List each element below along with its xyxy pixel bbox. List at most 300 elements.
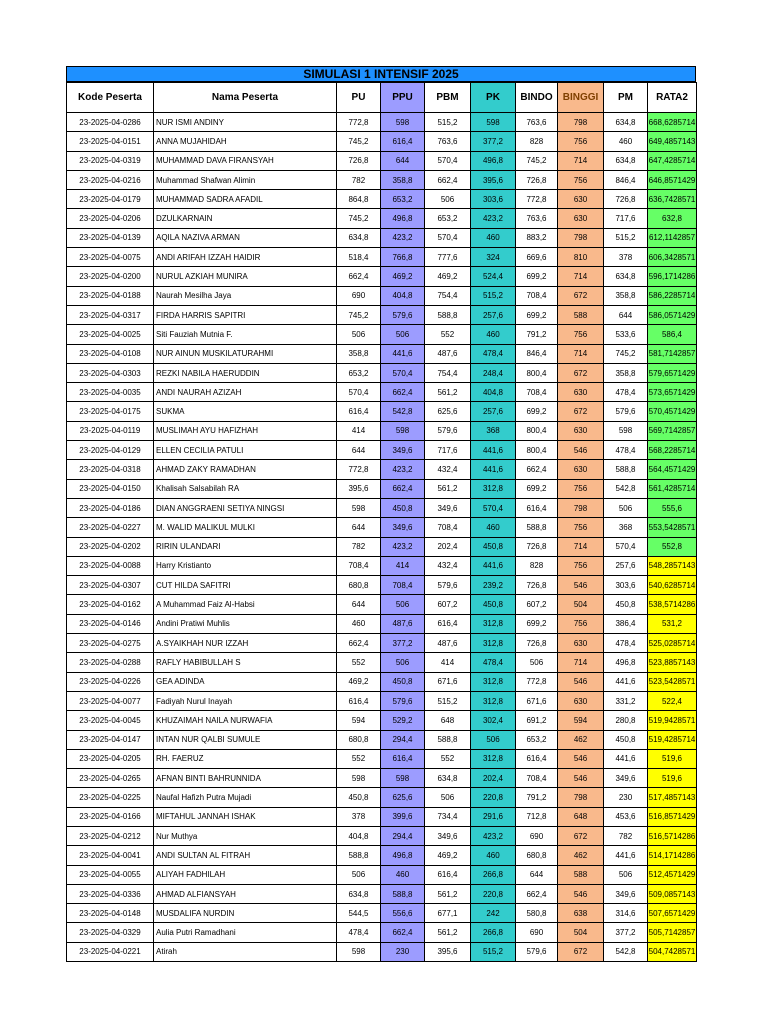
cell-rata2: 570,4571429: [648, 402, 697, 421]
cell-pbm: 570,4: [425, 228, 471, 247]
table-row: [67, 209, 697, 228]
cell-bindo: 791,2: [516, 788, 558, 807]
cell-ppu: 529,2: [381, 711, 425, 730]
cell-binggi: 630: [558, 634, 604, 653]
cell-nama-peserta: ANNA MUJAHIDAH: [154, 132, 337, 151]
cell-pu: 544,5: [337, 904, 381, 923]
cell-pu: 726,8: [337, 151, 381, 170]
cell-pk: 291,6: [471, 807, 516, 826]
cell-nama-peserta: M. WALID MALIKUL MULKI: [154, 518, 337, 537]
cell-pm: 478,4: [604, 383, 648, 402]
table-row: [67, 151, 697, 170]
cell-binggi: 672: [558, 402, 604, 421]
table-row: [67, 344, 697, 363]
cell-pk: 496,8: [471, 151, 516, 170]
header-kode-peserta: Kode Peserta: [67, 83, 154, 113]
cell-pu: 395,6: [337, 479, 381, 498]
cell-kode-peserta: 23-2025-04-0162: [67, 595, 154, 614]
cell-rata2: 553,5428571: [648, 518, 697, 537]
cell-kode-peserta: 23-2025-04-0319: [67, 151, 154, 170]
cell-pk: 312,8: [471, 749, 516, 768]
cell-pbm: 349,6: [425, 498, 471, 517]
cell-nama-peserta: Andini Pratiwi Muhlis: [154, 614, 337, 633]
cell-bindo: 763,6: [516, 209, 558, 228]
cell-rata2: 552,8: [648, 537, 697, 556]
cell-rata2: 516,8571429: [648, 807, 697, 826]
cell-bindo: 828: [516, 556, 558, 575]
cell-pbm: 662,4: [425, 170, 471, 189]
cell-pu: 745,2: [337, 132, 381, 151]
cell-binggi: 630: [558, 190, 604, 209]
cell-binggi: 798: [558, 788, 604, 807]
header-rata2: RATA2: [648, 83, 697, 113]
cell-pu: 616,4: [337, 402, 381, 421]
cell-ppu: 423,2: [381, 537, 425, 556]
cell-pk: 239,2: [471, 576, 516, 595]
cell-pm: 349,6: [604, 769, 648, 788]
cell-ppu: 588,8: [381, 884, 425, 903]
cell-bindo: 708,4: [516, 383, 558, 402]
cell-pm: 570,4: [604, 537, 648, 556]
table-row: [67, 634, 697, 653]
cell-kode-peserta: 23-2025-04-0227: [67, 518, 154, 537]
cell-pbm: 469,2: [425, 267, 471, 286]
cell-kode-peserta: 23-2025-04-0200: [67, 267, 154, 286]
cell-pk: 395,6: [471, 170, 516, 189]
cell-pk: 450,8: [471, 537, 516, 556]
cell-bindo: 506: [516, 653, 558, 672]
cell-pu: 662,4: [337, 267, 381, 286]
cell-ppu: 404,8: [381, 286, 425, 305]
cell-pu: 450,8: [337, 788, 381, 807]
cell-pk: 202,4: [471, 769, 516, 788]
cell-pm: 846,4: [604, 170, 648, 189]
cell-ppu: 616,4: [381, 132, 425, 151]
cell-binggi: 714: [558, 267, 604, 286]
cell-rata2: 516,5714286: [648, 826, 697, 845]
cell-rata2: 555,6: [648, 498, 697, 517]
cell-bindo: 699,2: [516, 267, 558, 286]
cell-pbm: 708,4: [425, 518, 471, 537]
cell-pk: 257,6: [471, 305, 516, 324]
cell-bindo: 772,8: [516, 190, 558, 209]
cell-pm: 450,8: [604, 730, 648, 749]
cell-pu: 552: [337, 653, 381, 672]
cell-ppu: 598: [381, 421, 425, 440]
cell-pu: 506: [337, 325, 381, 344]
cell-nama-peserta: RIRIN ULANDARI: [154, 537, 337, 556]
cell-nama-peserta: ANDI ARIFAH IZZAH HAIDIR: [154, 248, 337, 267]
cell-ppu: 469,2: [381, 267, 425, 286]
cell-pk: 450,8: [471, 595, 516, 614]
cell-pbm: 561,2: [425, 383, 471, 402]
cell-rata2: 519,9428571: [648, 711, 697, 730]
cell-kode-peserta: 23-2025-04-0286: [67, 113, 154, 132]
cell-pm: 349,6: [604, 884, 648, 903]
cell-pm: 782: [604, 826, 648, 845]
cell-pm: 450,8: [604, 595, 648, 614]
table-row: [67, 884, 697, 903]
cell-binggi: 630: [558, 460, 604, 479]
cell-kode-peserta: 23-2025-04-0035: [67, 383, 154, 402]
cell-pk: 303,6: [471, 190, 516, 209]
cell-pbm: 561,2: [425, 479, 471, 498]
cell-rata2: 519,4285714: [648, 730, 697, 749]
cell-pm: 358,8: [604, 363, 648, 382]
cell-pu: 864,8: [337, 190, 381, 209]
cell-pk: 266,8: [471, 923, 516, 942]
cell-binggi: 504: [558, 923, 604, 942]
cell-pk: 570,4: [471, 498, 516, 517]
cell-pk: 248,4: [471, 363, 516, 382]
cell-pk: 423,2: [471, 826, 516, 845]
table-row: [67, 170, 697, 189]
cell-pm: 257,6: [604, 556, 648, 575]
cell-pu: 680,8: [337, 576, 381, 595]
cell-pm: 634,8: [604, 267, 648, 286]
cell-rata2: 504,7428571: [648, 942, 697, 961]
cell-kode-peserta: 23-2025-04-0318: [67, 460, 154, 479]
cell-pu: 644: [337, 595, 381, 614]
cell-ppu: 662,4: [381, 923, 425, 942]
cell-pm: 358,8: [604, 286, 648, 305]
cell-binggi: 672: [558, 942, 604, 961]
cell-ppu: 230: [381, 942, 425, 961]
cell-bindo: 699,2: [516, 305, 558, 324]
cell-bindo: 607,2: [516, 595, 558, 614]
cell-pk: 460: [471, 518, 516, 537]
cell-ppu: 377,2: [381, 634, 425, 653]
header-pm: PM: [604, 83, 648, 113]
cell-bindo: 580,8: [516, 904, 558, 923]
cell-pbm: 202,4: [425, 537, 471, 556]
cell-nama-peserta: KHUZAIMAH NAILA NURWAFIA: [154, 711, 337, 730]
header-pu: PU: [337, 83, 381, 113]
table-row: [67, 421, 697, 440]
cell-binggi: 546: [558, 576, 604, 595]
cell-bindo: 745,2: [516, 151, 558, 170]
table-row: [67, 942, 697, 961]
cell-pbm: 515,2: [425, 691, 471, 710]
table-row: [67, 691, 697, 710]
cell-binggi: 798: [558, 113, 604, 132]
cell-pk: 524,4: [471, 267, 516, 286]
cell-pu: 478,4: [337, 923, 381, 942]
cell-pk: 404,8: [471, 383, 516, 402]
table-row: [67, 788, 697, 807]
header-row: [67, 83, 697, 113]
cell-pu: 662,4: [337, 634, 381, 653]
cell-kode-peserta: 23-2025-04-0205: [67, 749, 154, 768]
cell-ppu: 625,6: [381, 788, 425, 807]
cell-pbm: 677,1: [425, 904, 471, 923]
cell-kode-peserta: 23-2025-04-0317: [67, 305, 154, 324]
cell-pk: 220,8: [471, 884, 516, 903]
table-row: [67, 730, 697, 749]
cell-bindo: 772,8: [516, 672, 558, 691]
cell-ppu: 423,2: [381, 460, 425, 479]
cell-bindo: 616,4: [516, 498, 558, 517]
cell-kode-peserta: 23-2025-04-0166: [67, 807, 154, 826]
table-row: [67, 537, 697, 556]
cell-pk: 377,2: [471, 132, 516, 151]
header-pk: PK: [471, 83, 516, 113]
cell-pbm: 349,6: [425, 826, 471, 845]
cell-pbm: 579,6: [425, 576, 471, 595]
cell-ppu: 662,4: [381, 383, 425, 402]
table-row: [67, 923, 697, 942]
cell-pu: 708,4: [337, 556, 381, 575]
cell-pbm: 432,4: [425, 460, 471, 479]
cell-kode-peserta: 23-2025-04-0329: [67, 923, 154, 942]
cell-ppu: 616,4: [381, 749, 425, 768]
cell-ppu: 496,8: [381, 209, 425, 228]
cell-pu: 598: [337, 769, 381, 788]
cell-kode-peserta: 23-2025-04-0225: [67, 788, 154, 807]
cell-pu: 772,8: [337, 460, 381, 479]
cell-pbm: 588,8: [425, 730, 471, 749]
cell-bindo: 644: [516, 865, 558, 884]
cell-kode-peserta: 23-2025-04-0179: [67, 190, 154, 209]
cell-nama-peserta: Atirah: [154, 942, 337, 961]
cell-nama-peserta: ANDI SULTAN AL FITRAH: [154, 846, 337, 865]
header-pbm: PBM: [425, 83, 471, 113]
cell-binggi: 798: [558, 228, 604, 247]
cell-pbm: 552: [425, 749, 471, 768]
cell-nama-peserta: AHMAD ZAKY RAMADHAN: [154, 460, 337, 479]
cell-pu: 782: [337, 170, 381, 189]
cell-ppu: 506: [381, 325, 425, 344]
cell-kode-peserta: 23-2025-04-0045: [67, 711, 154, 730]
cell-binggi: 630: [558, 209, 604, 228]
cell-binggi: 630: [558, 383, 604, 402]
cell-bindo: 828: [516, 132, 558, 151]
cell-bindo: 726,8: [516, 537, 558, 556]
cell-binggi: 504: [558, 595, 604, 614]
table-row: [67, 267, 697, 286]
cell-binggi: 756: [558, 518, 604, 537]
cell-rata2: 568,2285714: [648, 441, 697, 460]
cell-pu: 469,2: [337, 672, 381, 691]
cell-pbm: 754,4: [425, 286, 471, 305]
cell-bindo: 712,8: [516, 807, 558, 826]
cell-bindo: 883,2: [516, 228, 558, 247]
cell-kode-peserta: 23-2025-04-0041: [67, 846, 154, 865]
table-row: [67, 826, 697, 845]
cell-binggi: 546: [558, 884, 604, 903]
cell-binggi: 630: [558, 691, 604, 710]
cell-binggi: 756: [558, 479, 604, 498]
cell-kode-peserta: 23-2025-04-0303: [67, 363, 154, 382]
cell-binggi: 714: [558, 151, 604, 170]
cell-rata2: 531,2: [648, 614, 697, 633]
cell-pm: 303,6: [604, 576, 648, 595]
cell-rata2: 505,7142857: [648, 923, 697, 942]
table-row: [67, 576, 697, 595]
cell-pk: 242: [471, 904, 516, 923]
cell-nama-peserta: NUR AINUN MUSKILATURAHMI: [154, 344, 337, 363]
table-row: [67, 595, 697, 614]
cell-pu: 782: [337, 537, 381, 556]
cell-pu: 598: [337, 498, 381, 517]
cell-pm: 542,8: [604, 479, 648, 498]
cell-rata2: 606,3428571: [648, 248, 697, 267]
cell-pbm: 717,6: [425, 441, 471, 460]
cell-binggi: 630: [558, 421, 604, 440]
table-row: [67, 113, 697, 132]
cell-binggi: 638: [558, 904, 604, 923]
table-row: [67, 749, 697, 768]
cell-pk: 460: [471, 228, 516, 247]
cell-nama-peserta: SUKMA: [154, 402, 337, 421]
cell-pm: 441,6: [604, 672, 648, 691]
cell-bindo: 616,4: [516, 749, 558, 768]
cell-bindo: 579,6: [516, 942, 558, 961]
cell-pu: 594: [337, 711, 381, 730]
table-row: [67, 402, 697, 421]
cell-nama-peserta: NUR ISMI ANDINY: [154, 113, 337, 132]
table-row: [67, 614, 697, 633]
cell-rata2: 573,6571429: [648, 383, 697, 402]
cell-pk: 460: [471, 846, 516, 865]
cell-binggi: 756: [558, 614, 604, 633]
cell-nama-peserta: FIRDA HARRIS SAPITRI: [154, 305, 337, 324]
cell-pm: 515,2: [604, 228, 648, 247]
cell-bindo: 708,4: [516, 286, 558, 305]
cell-pm: 377,2: [604, 923, 648, 942]
cell-ppu: 653,2: [381, 190, 425, 209]
table-row: [67, 672, 697, 691]
cell-nama-peserta: ANDI NAURAH AZIZAH: [154, 383, 337, 402]
cell-kode-peserta: 23-2025-04-0212: [67, 826, 154, 845]
cell-pk: 324: [471, 248, 516, 267]
table-row: [67, 190, 697, 209]
cell-bindo: 671,6: [516, 691, 558, 710]
cell-ppu: 644: [381, 151, 425, 170]
table-row: [67, 807, 697, 826]
cell-pbm: 579,6: [425, 421, 471, 440]
cell-pbm: 777,6: [425, 248, 471, 267]
cell-pu: 506: [337, 865, 381, 884]
cell-kode-peserta: 23-2025-04-0288: [67, 653, 154, 672]
cell-binggi: 462: [558, 846, 604, 865]
cell-binggi: 714: [558, 537, 604, 556]
cell-bindo: 708,4: [516, 769, 558, 788]
header-nama-peserta: Nama Peserta: [154, 83, 337, 113]
table-row: [67, 904, 697, 923]
cell-pbm: 671,6: [425, 672, 471, 691]
cell-pm: 386,4: [604, 614, 648, 633]
cell-pu: 745,2: [337, 209, 381, 228]
cell-pu: 518,4: [337, 248, 381, 267]
cell-pm: 378: [604, 248, 648, 267]
cell-pm: 598: [604, 421, 648, 440]
cell-rata2: 519,6: [648, 749, 697, 768]
cell-pbm: 515,2: [425, 113, 471, 132]
cell-nama-peserta: MUSLIMAH AYU HAFIZHAH: [154, 421, 337, 440]
cell-pm: 368: [604, 518, 648, 537]
cell-ppu: 294,4: [381, 826, 425, 845]
cell-pk: 266,8: [471, 865, 516, 884]
cell-kode-peserta: 23-2025-04-0119: [67, 421, 154, 440]
cell-kode-peserta: 23-2025-04-0148: [67, 904, 154, 923]
cell-kode-peserta: 23-2025-04-0150: [67, 479, 154, 498]
cell-bindo: 653,2: [516, 730, 558, 749]
cell-binggi: 648: [558, 807, 604, 826]
cell-nama-peserta: A.SYAIKHAH NUR IZZAH: [154, 634, 337, 653]
cell-bindo: 680,8: [516, 846, 558, 865]
cell-pu: 644: [337, 518, 381, 537]
cell-nama-peserta: AFNAN BINTI BAHRUNNIDA: [154, 769, 337, 788]
cell-pbm: 607,2: [425, 595, 471, 614]
table-row: [67, 846, 697, 865]
table-row: [67, 363, 697, 382]
cell-rata2: 636,7428571: [648, 190, 697, 209]
cell-rata2: 519,6: [648, 769, 697, 788]
cell-kode-peserta: 23-2025-04-0088: [67, 556, 154, 575]
cell-pu: 378: [337, 807, 381, 826]
cell-ppu: 579,6: [381, 305, 425, 324]
cell-kode-peserta: 23-2025-04-0206: [67, 209, 154, 228]
table-row: [67, 383, 697, 402]
cell-pbm: 616,4: [425, 614, 471, 633]
cell-rata2: 649,4857143: [648, 132, 697, 151]
cell-rata2: 514,1714286: [648, 846, 697, 865]
cell-bindo: 690: [516, 923, 558, 942]
cell-bindo: 726,8: [516, 170, 558, 189]
cell-binggi: 714: [558, 653, 604, 672]
cell-binggi: 756: [558, 325, 604, 344]
cell-pm: 726,8: [604, 190, 648, 209]
cell-binggi: 714: [558, 344, 604, 363]
cell-pm: 717,6: [604, 209, 648, 228]
cell-pk: 515,2: [471, 286, 516, 305]
cell-pu: 772,8: [337, 113, 381, 132]
cell-ppu: 496,8: [381, 846, 425, 865]
cell-binggi: 546: [558, 769, 604, 788]
cell-pu: 570,4: [337, 383, 381, 402]
cell-ppu: 399,6: [381, 807, 425, 826]
cell-kode-peserta: 23-2025-04-0265: [67, 769, 154, 788]
cell-ppu: 294,4: [381, 730, 425, 749]
cell-ppu: 423,2: [381, 228, 425, 247]
cell-bindo: 800,4: [516, 363, 558, 382]
cell-kode-peserta: 23-2025-04-0275: [67, 634, 154, 653]
score-sheet: [66, 66, 696, 962]
cell-pu: 358,8: [337, 344, 381, 363]
cell-pm: 588,8: [604, 460, 648, 479]
cell-pm: 506: [604, 865, 648, 884]
cell-nama-peserta: MUHAMMAD SADRA AFADIL: [154, 190, 337, 209]
cell-pbm: 487,6: [425, 344, 471, 363]
cell-nama-peserta: Harry Kristianto: [154, 556, 337, 575]
cell-pbm: 588,8: [425, 305, 471, 324]
cell-ppu: 598: [381, 769, 425, 788]
table-row: [67, 325, 697, 344]
table-row: [67, 248, 697, 267]
cell-rata2: 538,5714286: [648, 595, 697, 614]
cell-kode-peserta: 23-2025-04-0129: [67, 441, 154, 460]
header-binggi: BINGGI: [558, 83, 604, 113]
cell-nama-peserta: ELLEN CECILIA PATULI: [154, 441, 337, 460]
cell-kode-peserta: 23-2025-04-0139: [67, 228, 154, 247]
cell-pm: 496,8: [604, 653, 648, 672]
cell-rata2: 540,6285714: [648, 576, 697, 595]
cell-ppu: 708,4: [381, 576, 425, 595]
cell-pm: 478,4: [604, 634, 648, 653]
cell-nama-peserta: INTAN NUR QALBI SUMULE: [154, 730, 337, 749]
cell-pu: 745,2: [337, 305, 381, 324]
